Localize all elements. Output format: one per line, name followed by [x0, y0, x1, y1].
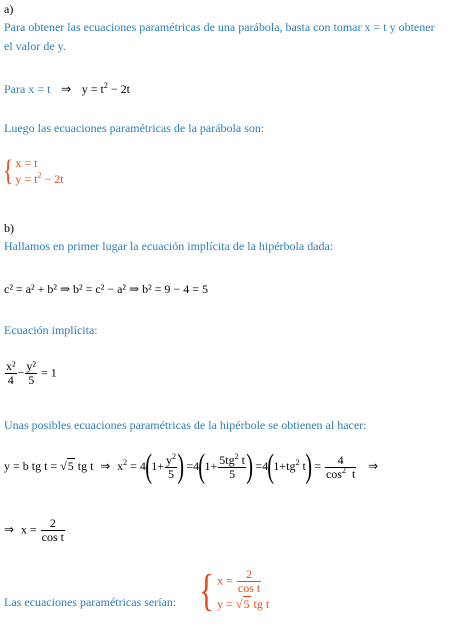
implies-arrow: ⇒ [53, 82, 79, 96]
sys-y: y = t [15, 172, 38, 186]
brace-icon: { [199, 565, 214, 615]
part-b-label: b) [4, 221, 14, 235]
part-a-intro-line2: el valor de y. [4, 39, 66, 53]
part-b-eq1: c² = a² + b² ⇒ b² = c² − a² ⇒ b² = 9 − 4 = 5 [4, 282, 208, 296]
final-system: { x = $\frac{2}{\text{cos t}}$ y = √5 tg t [199, 565, 270, 615]
sys-x: x = t [15, 156, 38, 170]
part-a-intro-line1: Para obtener las ecuaciones paramétricas de una parábola, basta con tomar x = t y obtener [4, 20, 435, 34]
para-result: y = t [81, 82, 104, 96]
part-b-intro: Hallamos en primer lugar la ecuación implícita de la hipérbola dada: [4, 239, 334, 253]
implicit-equation: $\frac{\text{x²}}{4}$ − $\frac{\text{y²}}{5}$ = 1 [6, 359, 57, 387]
serian-label: Las ecuaciones paramétricas serían: [4, 595, 177, 609]
para-result-rest: − 2t [107, 82, 130, 96]
brace-icon: { [3, 154, 14, 187]
part-a-luego: Luego las ecuaciones paramétricas de la parábola son: [4, 121, 265, 135]
derivation-line: y = b tg t = √5 tg t ⇒ $x^2 = 4(1+$ $\frac{y^2}{5}$ ) =4(1+ $\frac{5tg^2 t}{5}$ ) $=4(1+tg^2$ t) = $\frac{4}{\cos^2 t}$ ⇒ [4, 448, 378, 485]
para-prefix: Para x = t [4, 82, 51, 96]
part-a-system: { x = t $y = t^2 - 2t$ [3, 154, 64, 187]
x-result-line: ⇒ x = $\frac{2}{\text{cos t}}$ [4, 516, 64, 544]
part-b-posibles: Unas posibles ecuaciones paramétricas de la hipérbole se obtienen al hacer: [4, 418, 367, 432]
part-a-label: a) [4, 2, 14, 16]
sqrt-icon: √5 [60, 458, 74, 473]
part-a-param-line: Para x = t ⇒ $y = t^2 - 2t$ [4, 81, 130, 96]
implicita-label: Ecuación implícita: [4, 323, 98, 337]
